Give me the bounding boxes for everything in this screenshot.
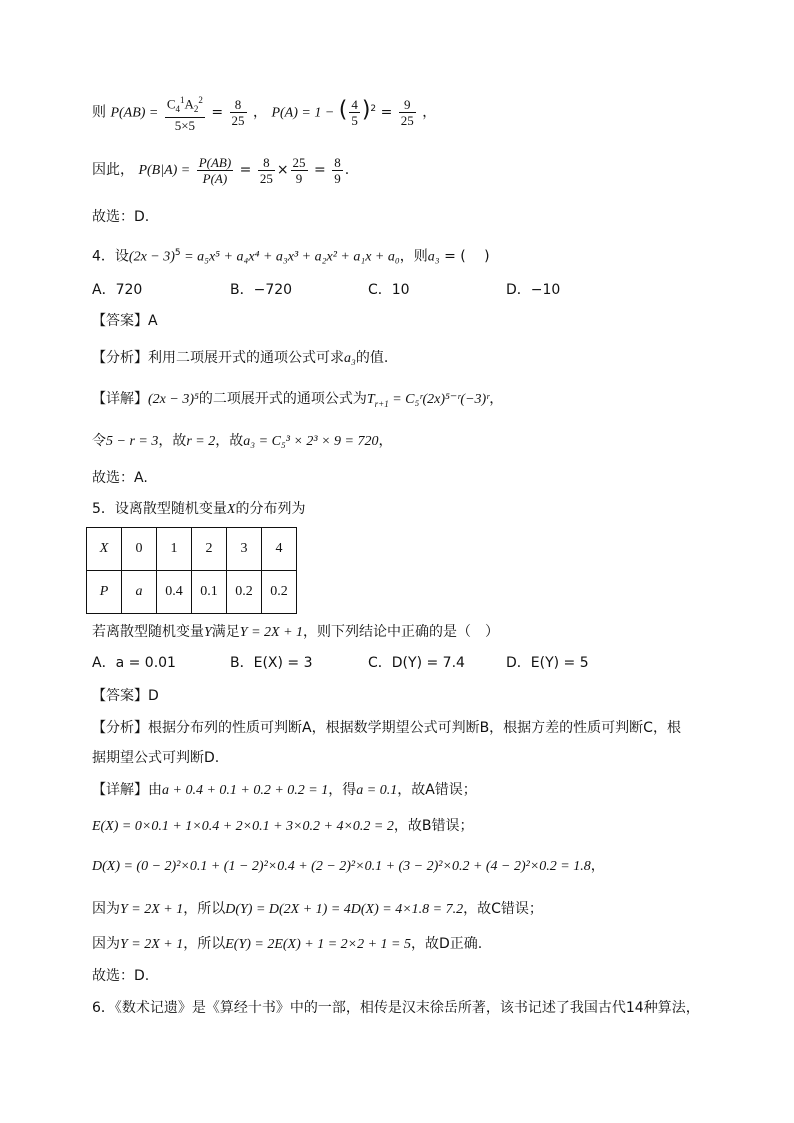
table-row <box>87 528 297 571</box>
equals: = <box>211 104 224 121</box>
q4-answer <box>92 311 158 331</box>
comma: ， <box>422 104 437 121</box>
text: ，故B错误； <box>393 818 474 834</box>
detail-tag: 【详解】 <box>92 782 148 798</box>
math: (2x − 3)⁵ <box>148 392 199 407</box>
sup: 5 <box>174 248 181 258</box>
option-d[interactable]: D．E(Y) = 5 <box>506 655 589 671</box>
numerator: 8 <box>230 97 247 113</box>
denominator: 5 <box>351 113 358 129</box>
answer-value: D <box>148 688 159 704</box>
text: ，则下列结论中正确的是（ ） <box>303 624 500 640</box>
option-c[interactable]: C．D(Y) = 7.4 <box>368 655 465 671</box>
denominator: 9 <box>295 170 303 186</box>
times: × <box>276 162 289 178</box>
q4-step <box>92 431 393 452</box>
denominator: 5×5 <box>174 117 196 133</box>
table-cell: 2 <box>192 528 227 571</box>
line-conditional-probability <box>92 153 349 187</box>
fraction <box>399 97 416 128</box>
fraction <box>349 97 360 128</box>
text: 若离散型随机变量 <box>92 624 204 640</box>
table-cell: X <box>87 528 122 571</box>
text: 5．设离散型随机变量 <box>92 501 227 517</box>
fraction <box>332 155 343 186</box>
comma: ， <box>489 391 504 407</box>
option-b[interactable]: B．−720 <box>230 282 293 298</box>
fraction <box>291 155 308 186</box>
numerator: 8 <box>258 155 275 171</box>
text: 因为 <box>92 936 120 952</box>
option-a[interactable]: A．a = 0.01 <box>92 655 176 671</box>
text: 的二项展开式的通项公式为 <box>198 391 367 407</box>
text: 由 <box>148 782 162 798</box>
table-cell: 4 <box>262 528 297 571</box>
q5-expectation <box>92 816 473 837</box>
text: 则 <box>92 104 106 121</box>
math: a₃ = C₅³ × 2³ × 9 = 720 <box>243 434 379 449</box>
answer-tag: 【答案】 <box>92 313 148 329</box>
equals: = <box>380 104 393 121</box>
denominator: 25 <box>231 113 245 129</box>
math: = a₅x⁵ + a₄x⁴ + a₃x³ + a₂x² + a₁x + a₀ <box>180 249 400 265</box>
math: D(Y) = D(2X + 1) = 4D(X) = 4×1.8 = 7.2 <box>225 902 464 917</box>
text: ，故 <box>158 433 187 449</box>
numerator: 4 <box>351 97 358 113</box>
fraction <box>197 155 233 186</box>
q5-condition <box>92 622 499 643</box>
math: Y = 2X + 1 <box>239 625 304 640</box>
q5-options <box>92 653 644 673</box>
math: X <box>226 502 236 517</box>
comma: ， <box>253 104 267 121</box>
math: Y = 2X + 1 <box>120 937 184 952</box>
numerator: 9 <box>399 97 416 113</box>
numerator: P(AB) <box>198 154 232 170</box>
q5-detail <box>92 780 477 801</box>
table-cell: P <box>87 571 122 614</box>
sub: r+1 <box>374 398 389 409</box>
text: 令 <box>92 433 106 449</box>
text: ，故C错误； <box>463 901 543 917</box>
text: 的分布列为 <box>235 501 306 517</box>
q5-analysis-2: 据期望公式可判断D. <box>92 750 220 766</box>
option-c[interactable]: C．10 <box>368 282 410 298</box>
table-cell: a <box>122 571 157 614</box>
q4-detail <box>92 389 503 414</box>
selection-q4: 故选：A. <box>92 470 148 486</box>
math: P(AB) = <box>110 105 159 121</box>
fraction <box>258 155 275 186</box>
option-b[interactable]: B．E(X) = 3 <box>230 655 313 671</box>
q4-options <box>92 280 644 300</box>
text: 4．设 <box>92 248 129 265</box>
equals: = <box>314 162 326 178</box>
sup: 1 <box>180 94 185 105</box>
question-4 <box>92 243 490 268</box>
table-cell: 3 <box>227 528 262 571</box>
math: a₃ <box>427 249 440 265</box>
paren: ) <box>361 97 371 123</box>
text: ，故D正确. <box>411 936 483 952</box>
table-cell: 0.2 <box>262 571 297 614</box>
q5-analysis-1 <box>92 718 681 738</box>
math: D(X) = (0 − 2)²×0.1 + (1 − 2)²×0.4 + (2 − 2)²×0.1 + (3 − 2)²×0.2 + (4 − 2)²×0.2 = 1.8 <box>92 859 591 874</box>
denominator: P(A) <box>202 170 228 186</box>
table-row <box>87 571 297 614</box>
math: r = 2 <box>186 434 216 449</box>
q5-variance <box>92 856 605 877</box>
text: ， <box>590 858 605 874</box>
c-symbol: C <box>166 96 176 112</box>
question-6: 6．《数术记遗》是《算经十书》中的一部，相传是汉末徐岳所著，该书记述了我国古代14种算法， <box>92 1000 700 1016</box>
table-cell: 0.1 <box>192 571 227 614</box>
text: 因为 <box>92 901 120 917</box>
selection-q3: 故选：D. <box>92 209 150 225</box>
selection-q5: 故选：D. <box>92 968 150 984</box>
math: = C₅ʳ(2x)⁵⁻ʳ(−3)ʳ <box>388 392 490 407</box>
math: T <box>366 392 375 407</box>
q5-option-d-check <box>92 934 482 955</box>
text: = ( ) <box>439 248 490 265</box>
denominator: 25 <box>259 170 273 186</box>
equals: = <box>239 162 252 178</box>
math: (2x − 3) <box>128 249 175 265</box>
math: E(X) = 0×0.1 + 1×0.4 + 2×0.1 + 3×0.2 + 4×0.2 = 2 <box>92 819 394 834</box>
sup: 2 <box>198 94 203 105</box>
text: ，故A错误； <box>397 782 477 798</box>
fraction <box>165 93 205 133</box>
distribution-table <box>86 527 297 614</box>
text: ，得 <box>328 782 357 798</box>
numerator: 25 <box>292 154 306 170</box>
period: . <box>344 162 350 178</box>
text: ，所以 <box>183 936 226 952</box>
text: 根据分布列的性质可判断A，根据数学期望公式可判断B，根据方差的性质可判断C，根 <box>148 720 681 736</box>
sup: 2 <box>370 104 377 114</box>
question-5 <box>92 499 305 520</box>
comma: ， <box>378 433 393 449</box>
line-probability-pab <box>92 92 437 133</box>
detail-tag: 【详解】 <box>92 391 148 407</box>
q4-analysis <box>92 348 388 369</box>
q5-option-c-check <box>92 899 543 920</box>
option-a[interactable]: A．720 <box>92 282 143 298</box>
denominator: 9 <box>334 170 341 186</box>
paren: ( <box>338 97 348 123</box>
math: Y <box>204 625 212 640</box>
numerator: 8 <box>334 154 341 170</box>
fraction <box>230 97 247 128</box>
text: 利用二项展开式的通项公式可求 <box>148 350 344 366</box>
analysis-tag: 【分析】 <box>92 350 148 366</box>
table-cell: 0.4 <box>157 571 192 614</box>
text: ，则 <box>399 248 428 265</box>
denominator: 25 <box>400 113 414 129</box>
text: 因此， <box>92 162 134 178</box>
text: 满足 <box>211 624 240 640</box>
text: 的值. <box>355 350 389 366</box>
math: E(Y) = 2E(X) + 1 = 2×2 + 1 = 5 <box>225 937 412 952</box>
answer-value: A <box>148 313 158 329</box>
option-d[interactable]: D．−10 <box>506 282 561 298</box>
sub: 2 <box>193 103 199 114</box>
math: a₃ <box>344 351 356 366</box>
table-cell: 0.2 <box>227 571 262 614</box>
math: a = 0.1 <box>356 783 398 798</box>
table-cell: 0 <box>122 528 157 571</box>
text: ，故 <box>215 433 244 449</box>
table-cell: 1 <box>157 528 192 571</box>
text: ，所以 <box>183 901 226 917</box>
math: a + 0.4 + 0.1 + 0.2 + 0.2 = 1 <box>162 783 329 798</box>
answer-tag: 【答案】 <box>92 688 148 704</box>
math: 5 − r = 3 <box>106 434 159 449</box>
math: Y = 2X + 1 <box>120 902 184 917</box>
math: P(A) = 1 − <box>271 105 335 121</box>
sub: 4 <box>175 103 181 114</box>
math: P(B|A) = <box>138 163 191 178</box>
q5-answer <box>92 686 159 706</box>
analysis-tag: 【分析】 <box>92 720 148 736</box>
a-symbol: A <box>184 96 194 112</box>
